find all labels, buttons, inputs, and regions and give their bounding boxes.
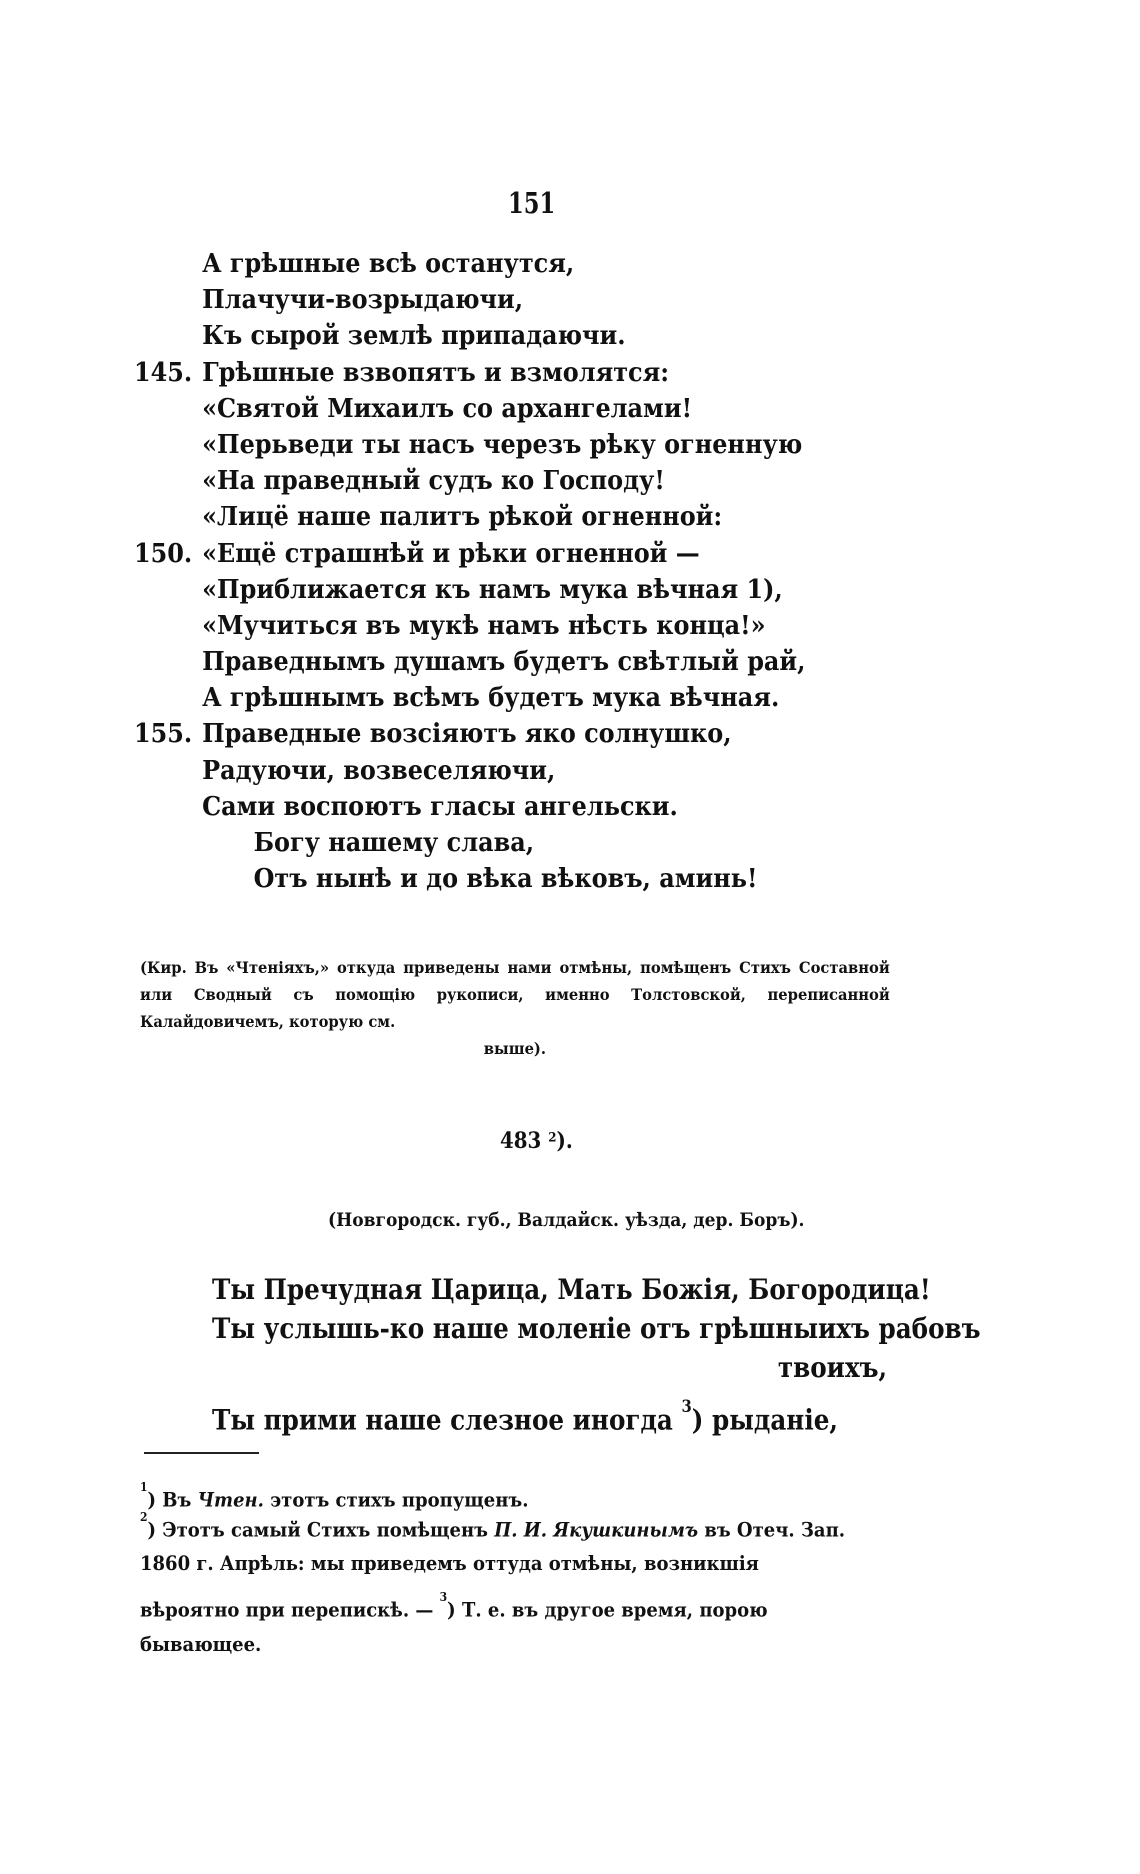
footnote-text: ) Въ	[147, 1487, 198, 1512]
verse-text: А грѣшные всѣ останутся,	[202, 249, 575, 279]
verse-line	[134, 536, 805, 572]
verse-text: Праведнымъ душамъ будетъ свѣтлый рай,	[202, 647, 806, 678]
verse-line	[134, 644, 805, 680]
verse-text: Праведные возсіяютъ яко солнушко,	[202, 719, 732, 750]
verse-text: Сами воспоютъ гласы ангельски.	[202, 791, 678, 822]
footnote-mark: 1	[140, 1480, 148, 1494]
verse-number: 155.	[134, 719, 193, 750]
editor-note-line: (Кир. Въ «Чтеніяхъ,» откуда приведены нами отмѣны, помѣщенъ Стихъ Составной или Сводный съ помощію рукописи, именно Толстовской, переписанной Калайдовичемъ, которую см.	[140, 958, 890, 1031]
verse-closing-line: Богу нашему слава,	[253, 828, 535, 858]
verse-closing-line: Отъ нынѣ и до вѣка вѣковъ, аминь!	[253, 864, 758, 895]
page-number: 151	[508, 186, 556, 220]
verse-text: Къ сырой землѣ припадаючи.	[202, 321, 626, 352]
verse-text: Радуючи, возвеселяючи,	[202, 755, 556, 786]
editor-note	[140, 954, 890, 1062]
section-number: 483	[500, 1128, 542, 1154]
verse-text: Грѣшные взвопятъ и взмолятся:	[202, 357, 670, 388]
poem-text: Ты прими наше слезное иногда	[212, 1403, 673, 1437]
footnote-text: ) Этотъ самый Стихъ помѣщенъ	[147, 1517, 495, 1542]
verse-text: «Перьведи ты насъ черезъ рѣку огненную	[202, 429, 803, 460]
verse-text: «Ещё страшнѣй и рѣки огненной —	[202, 538, 700, 569]
poem-line	[212, 1387, 981, 1437]
location-note: (Новгородск. губ., Валдайск. уѣзда, дер. Боръ).	[328, 1209, 805, 1231]
verse-text: «Лицё наше палитъ рѣкой огненной:	[202, 502, 723, 533]
verse-line	[134, 789, 805, 825]
verse-line	[134, 608, 805, 644]
verse-line	[134, 572, 805, 608]
verse-block	[134, 246, 864, 897]
verse-line	[134, 716, 805, 752]
verse-text: «Приближается къ намъ мука вѣчная 1),	[202, 574, 783, 605]
verse-line	[134, 499, 805, 535]
verse-line	[134, 463, 805, 499]
poem-block	[212, 1270, 1085, 1437]
verse-line	[134, 246, 805, 282]
footnote-mark: 3	[439, 1590, 448, 1605]
verse-line	[134, 753, 805, 789]
footnote-mark: 2	[140, 1510, 148, 1524]
verse-number: 150.	[134, 538, 193, 569]
poem-line: Ты Пречудная Царица, Мать Божія, Богородица!	[212, 1273, 931, 1306]
footnote-text: ) Т. е. въ другое время, порою бывающее.	[140, 1597, 768, 1656]
verse-line	[134, 318, 805, 354]
footnote-2	[140, 1500, 860, 1661]
poem-line-continuation: твоихъ,	[777, 1351, 888, 1384]
poem-line: Ты услышь-ко наше моленіе отъ грѣшныихъ рабовъ	[212, 1312, 981, 1345]
footnote-text: въ Отеч. Зап. 1860 г. Апрѣль: мы приведемъ оттуда отмѣны, возникшія вѣроятно при перепискѣ. —	[140, 1517, 846, 1622]
verse-line	[134, 391, 805, 427]
verse-text: Плачучи-возрыдаючи,	[202, 285, 524, 316]
section-heading	[500, 1128, 573, 1154]
footnote-italic: П. И. Якушкинымъ	[494, 1517, 699, 1542]
verse-text: «Святой Михаилъ со архангелами!	[202, 393, 693, 424]
poem-text: ) рыданіе,	[691, 1403, 838, 1437]
footnote-italic: Чтен.	[197, 1487, 264, 1512]
verse-number: 145.	[134, 357, 193, 388]
section-heading-suffix: ).	[556, 1128, 573, 1154]
verse-line	[134, 282, 805, 318]
editor-note-line: выше).	[483, 1039, 547, 1058]
verse-line	[134, 680, 805, 716]
footnote-text: этотъ стихъ пропущенъ.	[263, 1487, 529, 1512]
verse-text: «На праведный судъ ко Господу!	[202, 466, 665, 497]
footnote-divider	[144, 1452, 259, 1454]
verse-text: «Мучиться въ мукѣ намъ нѣсть конца!»	[202, 610, 766, 641]
footnote-ref: 3	[681, 1396, 692, 1416]
verse-line	[134, 427, 805, 463]
footnote-ref: 2	[548, 1130, 557, 1146]
verse-line	[134, 355, 805, 391]
verse-text: А грѣшнымъ всѣмъ будетъ мука вѣчная.	[202, 683, 780, 714]
